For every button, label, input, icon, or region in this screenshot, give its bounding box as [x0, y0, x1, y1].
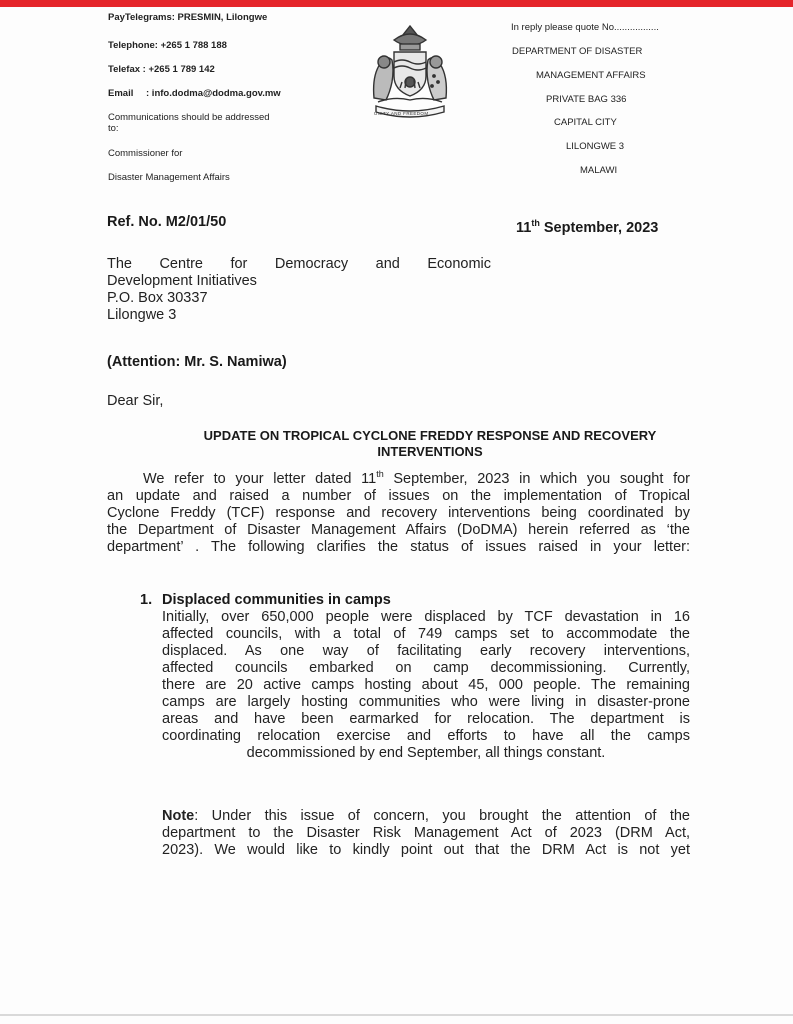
letter-date	[516, 218, 658, 236]
capital-city-line: CAPITAL CITY	[554, 117, 617, 128]
item-1-line: coordinating relocation exercise and efforts to have all the camps	[162, 728, 690, 744]
coat-of-arms-emblem	[364, 20, 456, 122]
attention-line: (Attention: Mr. S. Namiwa)	[107, 354, 287, 370]
note-line-1	[162, 808, 690, 825]
date-suffix: th	[531, 218, 540, 228]
subject-line-2: INTERVENTIONS	[377, 444, 483, 459]
intro-paragraph	[107, 466, 690, 556]
communications-line-2: to:	[108, 123, 119, 134]
intro-line-5: department’ . The following clarifies the status of issues raised in your letter:	[107, 538, 690, 555]
intro-line-1	[107, 466, 690, 488]
commissioner-line: Commissioner for	[108, 148, 183, 159]
page-bottom-edge	[0, 1014, 793, 1016]
item-1-line: affected councils embarked on camp decommissioning. Currently,	[162, 660, 690, 676]
lilongwe-line: LILONGWE 3	[566, 141, 625, 152]
intro-line-2: an update and raised a number of issues on the implementation of Tropical	[107, 487, 690, 504]
salutation: Dear Sir,	[107, 393, 164, 409]
item-1-line: areas and have been earmarked for relocation. The department is	[162, 711, 690, 727]
disaster-management-line: Disaster Management Affairs	[108, 172, 230, 183]
item-1-line: camps are largely hosting communities who were living in disaster-prone	[162, 694, 690, 710]
private-bag-line: PRIVATE BAG 336	[546, 94, 627, 105]
recipient-line-4: Lilongwe 3	[107, 307, 177, 323]
subject-line-1: UPDATE ON TROPICAL CYCLONE FREDDY RESPONSE AND RECOVERY	[203, 428, 657, 443]
item-1-line: affected councils, with a total of 749 camps set to accommodate the	[162, 626, 690, 642]
intro-line-3: Cyclone Freddy (TCF) response and recovery interventions being coordinated by	[107, 504, 690, 521]
communications-line-1: Communications should be addressed	[108, 112, 270, 123]
email-label: Email	[108, 88, 134, 99]
intro-line-4: the Department of Disaster Management Affairs (DoDMA) herein referred as ‘the	[107, 521, 690, 538]
country-line: MALAWI	[580, 165, 618, 176]
date-day: 11	[516, 219, 532, 236]
coat-of-arms-motto: UNITY AND FREEDOM	[374, 111, 429, 116]
reply-quote-line: In reply please quote No.................	[511, 22, 659, 33]
intro-line-1b: September, 2023 in which you sought for	[383, 470, 690, 487]
recipient-line-1: The Centre for Democracy and Economic	[107, 256, 491, 272]
note-line-3: 2023). We would like to kindly point out that the DRM Act is not yet	[162, 842, 690, 858]
item-1-title: Displaced communities in camps	[162, 592, 391, 608]
item-1-body	[162, 609, 690, 762]
reference-number: Ref. No. M2/01/50	[107, 214, 227, 230]
intro-line-1a: We refer to your letter dated 11	[143, 470, 377, 487]
note-paragraph	[162, 808, 690, 859]
email-value: : info.dodma@dodma.gov.mw	[146, 88, 281, 99]
department-line-2: MANAGEMENT AFFAIRS	[536, 70, 646, 81]
paytelegrams-line: PayTelegrams: PRESMIN, Lilongwe	[108, 12, 268, 23]
item-1-number: 1.	[140, 592, 153, 608]
department-line-1: DEPARTMENT OF DISASTER	[512, 46, 643, 57]
recipient-line-2: Development Initiatives	[107, 273, 257, 289]
telefax-line: Telefax : +265 1 789 142	[108, 64, 215, 75]
note-line-2: department to the Disaster Risk Management Act of 2023 (DRM Act,	[162, 825, 690, 841]
intro-line-1-suffix: th	[376, 469, 384, 479]
telephone-line: Telephone: +265 1 788 188	[108, 40, 227, 51]
item-1-line: Initially, over 650,000 people were displaced by TCF devastation in 16	[162, 609, 690, 625]
red-top-border	[0, 0, 793, 7]
note-line-1-text: : Under this issue of concern, you brought the attention of the	[194, 808, 690, 824]
date-month-year: September, 2023	[539, 219, 659, 236]
note-label: Note	[162, 808, 195, 824]
item-1-line: decommissioned by end September, all things constant.	[246, 745, 606, 761]
recipient-line-3: P.O. Box 30337	[107, 290, 208, 306]
item-1-line: displaced. As one way of facilitating early recovery interventions,	[162, 643, 690, 659]
item-1-line: there are 20 active camps hosting about 45, 000 people. The remaining	[162, 677, 690, 693]
